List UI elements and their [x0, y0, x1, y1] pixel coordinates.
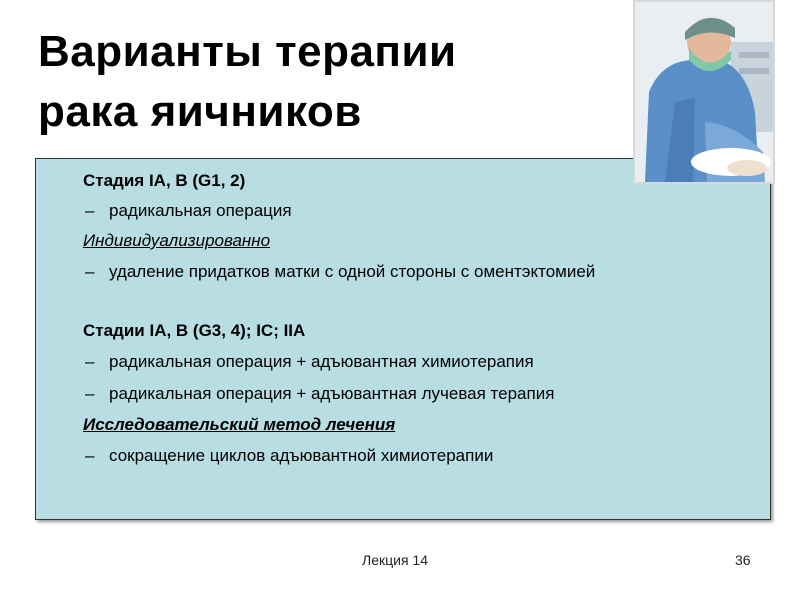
- stage1-item-2-text: удаление придатков матки с одной стороны с оментэктомией: [109, 262, 596, 281]
- title-line-1: Варианты терапии: [38, 27, 457, 76]
- dash-bullet: –: [85, 201, 95, 220]
- stage2-item-2-text: радикальная операция + адъювантная лучевая терапия: [109, 384, 555, 403]
- stage1-subheading: Индивидуализированно: [83, 231, 271, 250]
- title-line-2: рака яичников: [38, 87, 362, 136]
- stage2-item-3: [85, 446, 493, 466]
- surgeon-illustration: [635, 2, 773, 182]
- page-number: 36: [735, 552, 751, 568]
- stage1-item-1: [85, 201, 292, 221]
- stage2-subheading: Исследовательский метод лечения: [83, 415, 396, 434]
- stage1-item-1-text: радикальная операция: [109, 201, 292, 220]
- stage2-item-1: [85, 352, 534, 372]
- stage2-item-3-text: сокращение циклов адъювантной химиотерапии: [109, 446, 494, 465]
- dash-bullet: –: [85, 384, 95, 403]
- stage2-item-1-text: радикальная операция + адъювантная химиотерапия: [109, 352, 534, 371]
- surgeon-photo: [633, 0, 775, 184]
- footer-lecture-label: Лекция 14: [362, 552, 428, 568]
- stage2-item-2: [85, 384, 554, 404]
- stage2-heading: Стадии IA, B (G3, 4); IC; IIA: [83, 321, 306, 340]
- stage1-heading: Стадия IA, B (G1, 2): [83, 171, 246, 190]
- dash-bullet: –: [85, 446, 95, 465]
- dash-bullet: –: [85, 262, 95, 281]
- dash-bullet: –: [85, 352, 95, 371]
- stage1-item-2: [85, 262, 595, 282]
- slide-title: [38, 22, 598, 142]
